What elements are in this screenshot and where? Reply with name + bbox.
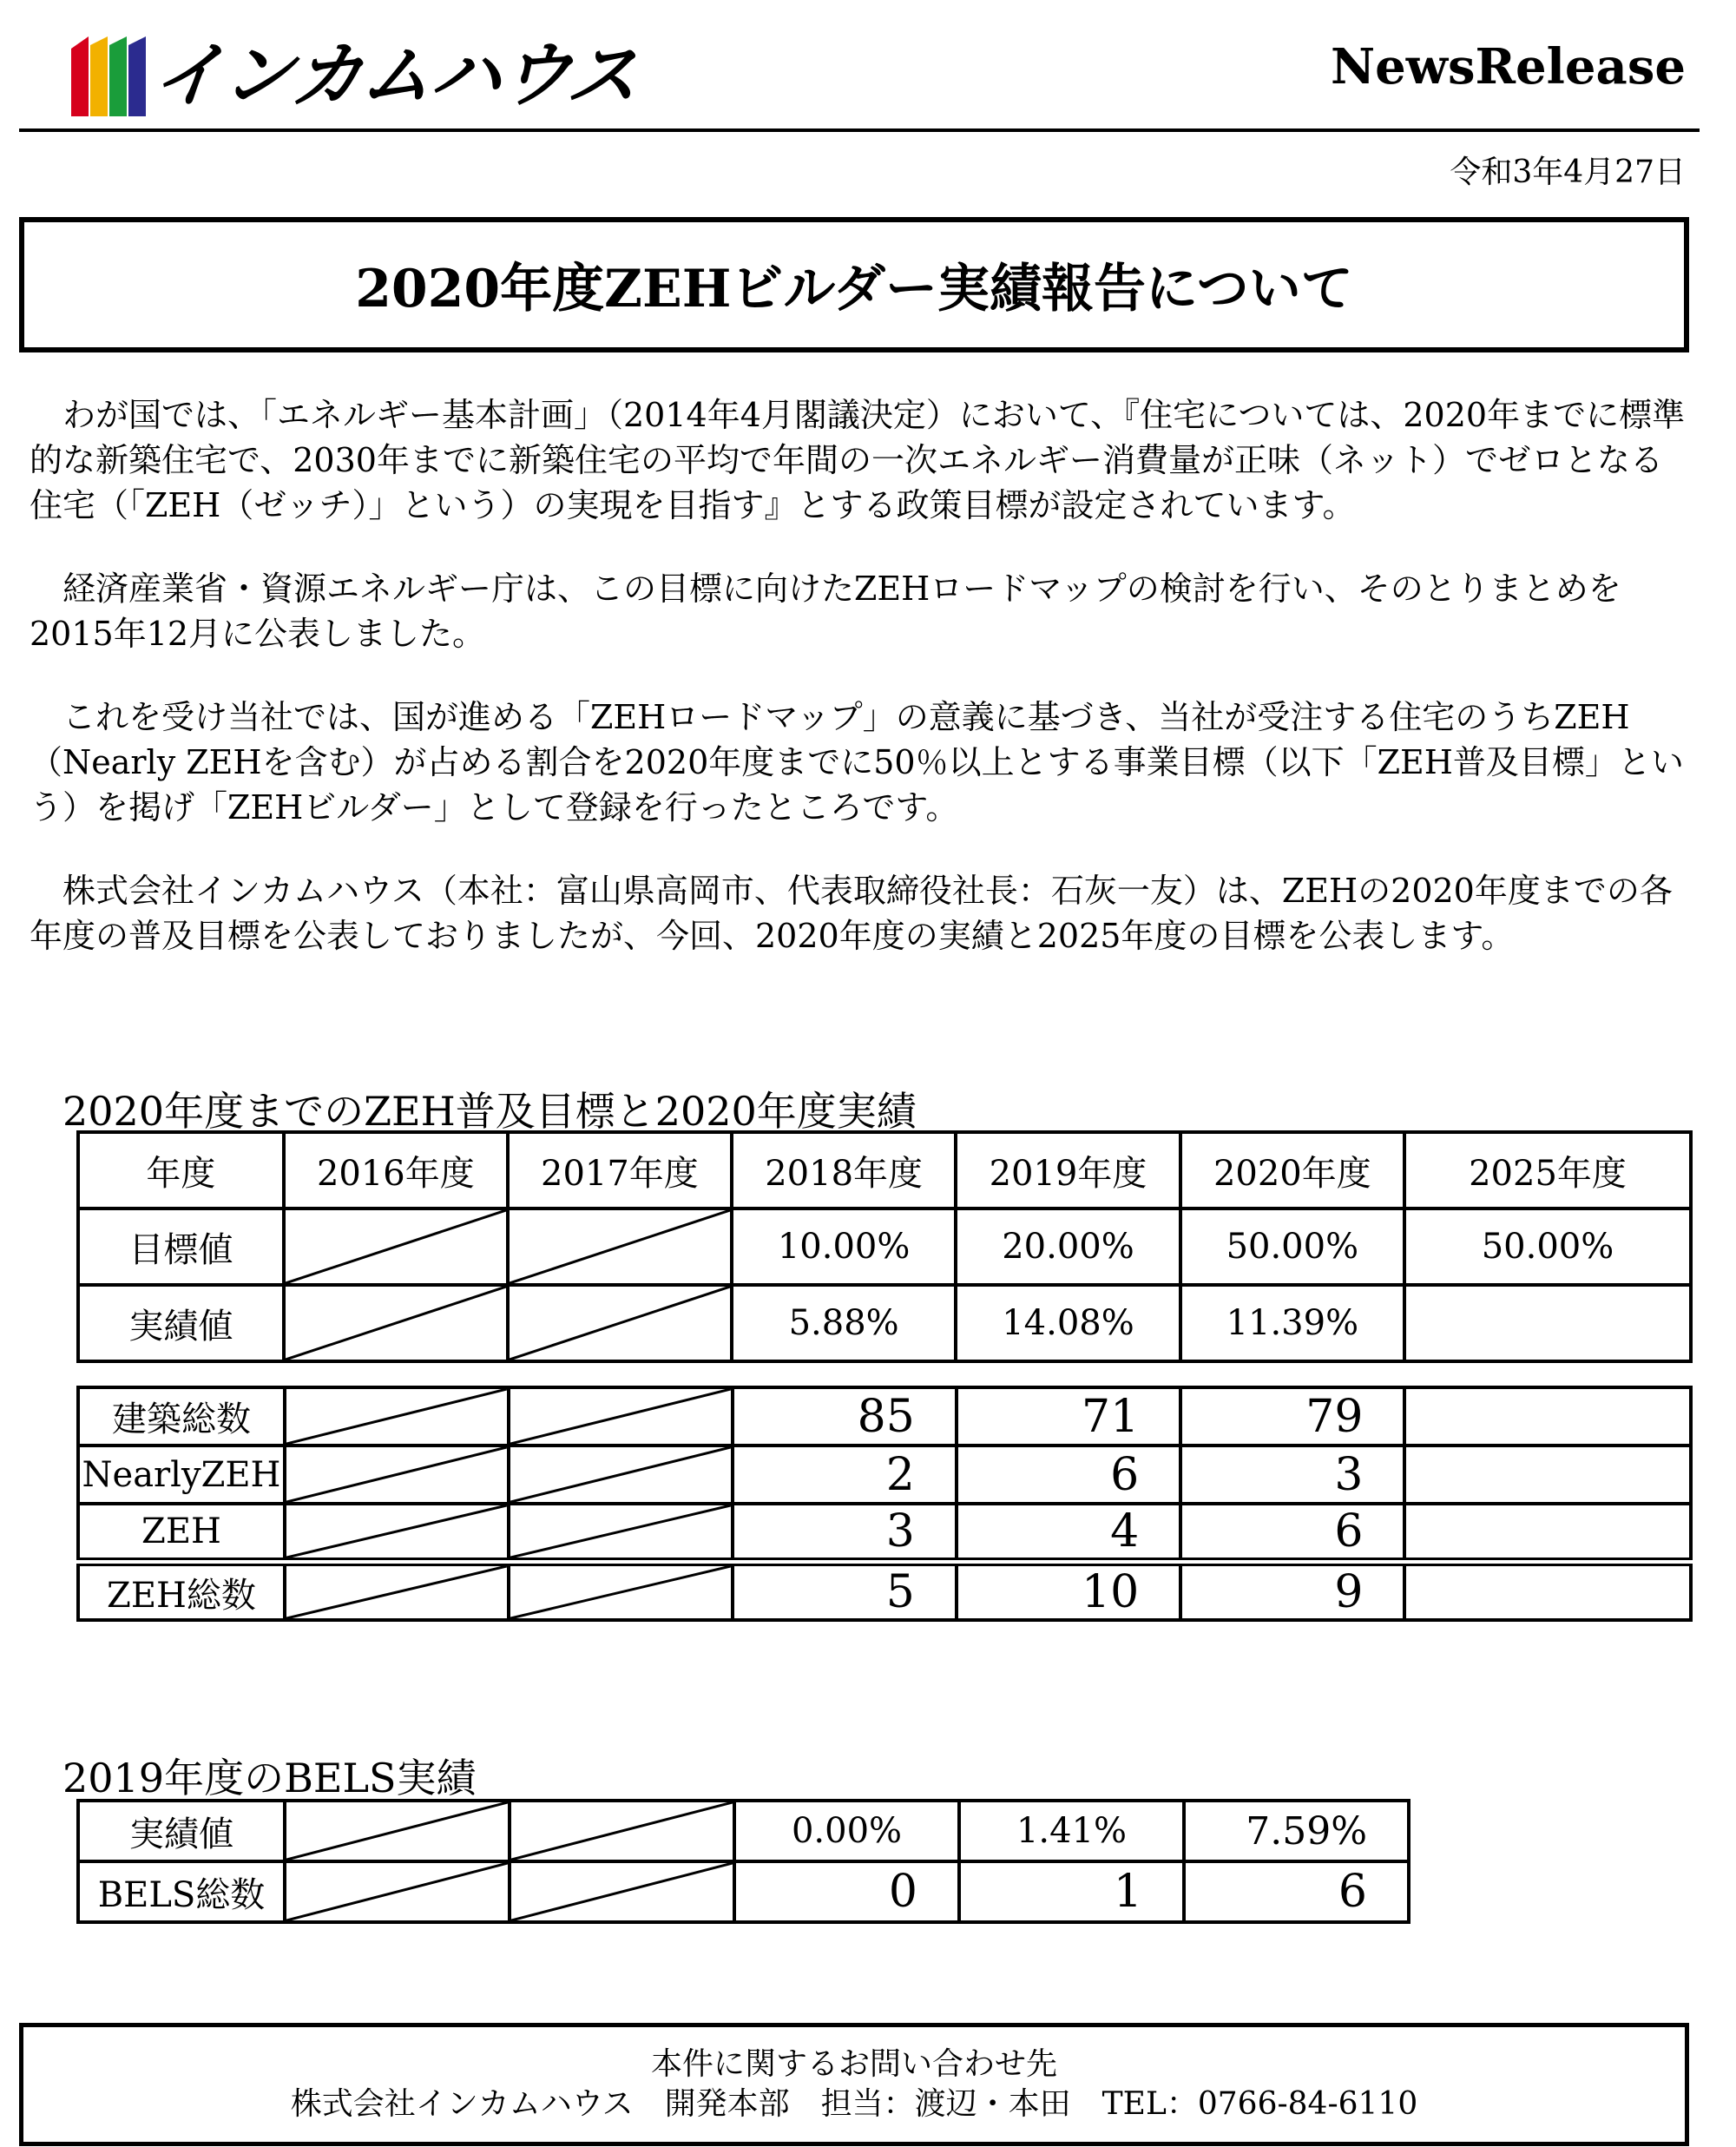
row-label: 建築総数 (78, 1387, 285, 1446)
table-cell (1404, 1504, 1691, 1562)
table-row-actual (78, 1285, 1691, 1361)
zeh-rate-table (76, 1130, 1693, 1363)
slash-cell (508, 1285, 732, 1361)
row-label: BELS総数 (78, 1861, 285, 1922)
table-row (78, 1387, 1691, 1446)
table-cell (1404, 1562, 1691, 1620)
table-cell: 50.00% (1180, 1209, 1404, 1285)
bels-section-title: 2019年度のBELS実績 (62, 1755, 477, 1801)
table-header-cell: 2020年度 (1180, 1132, 1404, 1209)
table-cell: 85 (733, 1387, 957, 1446)
company-logo (71, 34, 641, 117)
slash-cell (509, 1504, 733, 1562)
table-cell: 6 (1180, 1504, 1404, 1562)
table-header-row (78, 1132, 1691, 1209)
paragraph: 株式会社インカムハウス（本社：富山県高岡市、代表取締役社長：石灰一友）は、ZEHの2020年度までの各年度の普及目標を公表しておりましたが、今回、2020年度の実績と2025年度の目標を公表します。 (30, 872, 1673, 955)
table-cell: 14.08% (956, 1285, 1180, 1361)
table-cell: 10 (957, 1562, 1180, 1620)
table-header-cell: 年度 (78, 1132, 284, 1209)
slash-cell (509, 1387, 733, 1446)
table-cell: 5 (733, 1562, 957, 1620)
paragraph: 経済産業省・資源エネルギー庁は、この目標に向けたZEHロードマップの検討を行い、そのとりまとめを2015年12月に公表しました。 (30, 570, 1621, 653)
title-box (19, 217, 1689, 352)
contact-details: 株式会社インカムハウス 開発本部 担当：渡辺・本田 TEL：0766-84-6110 (290, 2086, 1418, 2122)
table-cell: 2 (733, 1446, 957, 1504)
table-cell: 10.00% (732, 1209, 956, 1285)
slash-cell (285, 1562, 509, 1620)
table-cell: 0 (734, 1861, 959, 1922)
zeh-count-table (76, 1386, 1693, 1622)
table-cell: 71 (957, 1387, 1180, 1446)
paragraph: これを受け当社では、国が進める「ZEHロードマップ」の意義に基づき、当社が受注する住宅のうちZEH（Nearly ZEHを含む）が占める割合を2020年度までに50％以上とする事業目標（以下「ZEH普及目標」という）を掲げ「ZEHビルダー」として登録を行ったところです。 (30, 698, 1684, 827)
news-release-label: NewsRelease (1330, 38, 1686, 95)
slash-cell (509, 1562, 733, 1620)
table-cell: 3 (1180, 1446, 1404, 1504)
table-row (78, 1504, 1691, 1562)
table-cell: 20.00% (956, 1209, 1180, 1285)
table-header-cell: 2018年度 (732, 1132, 956, 1209)
table-cell: 3 (733, 1504, 957, 1562)
slash-cell (509, 1446, 733, 1504)
table-row (78, 1861, 1409, 1922)
row-label: ZEH総数 (78, 1562, 285, 1620)
zeh-section-title: 2020年度までのZEH普及目標と2020年度実績 (62, 1088, 917, 1135)
slash-cell (285, 1446, 509, 1504)
table-row (78, 1801, 1409, 1861)
slash-cell (285, 1801, 510, 1861)
paragraph: わが国では、「エネルギー基本計画」（2014年4月閣議決定）において、『住宅については、2020年までに標準的な新築住宅で、2030年までに新築住宅の平均で年間の一次エネルギー消費量が正味（ネット）でゼロとなる住宅（「ZEH（ゼッチ）」という）の実現を目指す』とする政策目標が設定されています。 (30, 396, 1686, 524)
table-row-target (78, 1209, 1691, 1285)
table-cell: 50.00% (1404, 1209, 1691, 1285)
row-label: 目標値 (78, 1209, 284, 1285)
table-row (78, 1446, 1691, 1504)
table-cell: 7.59% (1184, 1801, 1409, 1861)
document-title: 2020年度ZEHビルダー実績報告について (355, 259, 1353, 319)
table-cell: 4 (957, 1504, 1180, 1562)
slash-cell (510, 1801, 734, 1861)
table-header-cell: 2016年度 (284, 1132, 508, 1209)
table-cell: 6 (957, 1446, 1180, 1504)
table-cell: 1 (959, 1861, 1184, 1922)
logo-bars-icon (71, 36, 146, 116)
contact-box (19, 2023, 1689, 2146)
table-cell: 9 (1180, 1562, 1404, 1620)
slash-cell (284, 1285, 508, 1361)
table-cell: 1.41% (959, 1801, 1184, 1861)
slash-cell (510, 1861, 734, 1922)
table-cell (1404, 1446, 1691, 1504)
header-divider (19, 128, 1700, 132)
table-row-total (78, 1562, 1691, 1620)
table-cell: 6 (1184, 1861, 1409, 1922)
slash-cell (508, 1209, 732, 1285)
table-cell: 5.88% (732, 1285, 956, 1361)
row-label: 実績値 (78, 1801, 285, 1861)
table-cell (1404, 1285, 1691, 1361)
table-cell: 79 (1180, 1387, 1404, 1446)
release-date: 令和3年4月27日 (1450, 155, 1686, 190)
table-cell: 11.39% (1180, 1285, 1404, 1361)
body-text (30, 392, 1689, 997)
slash-cell (285, 1861, 510, 1922)
slash-cell (284, 1209, 508, 1285)
row-label: 実績値 (78, 1285, 284, 1361)
table-cell: 0.00% (734, 1801, 959, 1861)
table-header-cell: 2017年度 (508, 1132, 732, 1209)
bels-table (76, 1799, 1410, 1924)
table-cell (1404, 1387, 1691, 1446)
slash-cell (285, 1504, 509, 1562)
slash-cell (285, 1387, 509, 1446)
contact-heading: 本件に関するお問い合わせ先 (650, 2046, 1057, 2082)
row-label: ZEH (78, 1504, 285, 1562)
row-label: NearlyZEH (78, 1446, 285, 1504)
table-header-cell: 2019年度 (956, 1132, 1180, 1209)
table-header-cell: 2025年度 (1404, 1132, 1691, 1209)
logo-text: インカムハウス (148, 34, 641, 117)
